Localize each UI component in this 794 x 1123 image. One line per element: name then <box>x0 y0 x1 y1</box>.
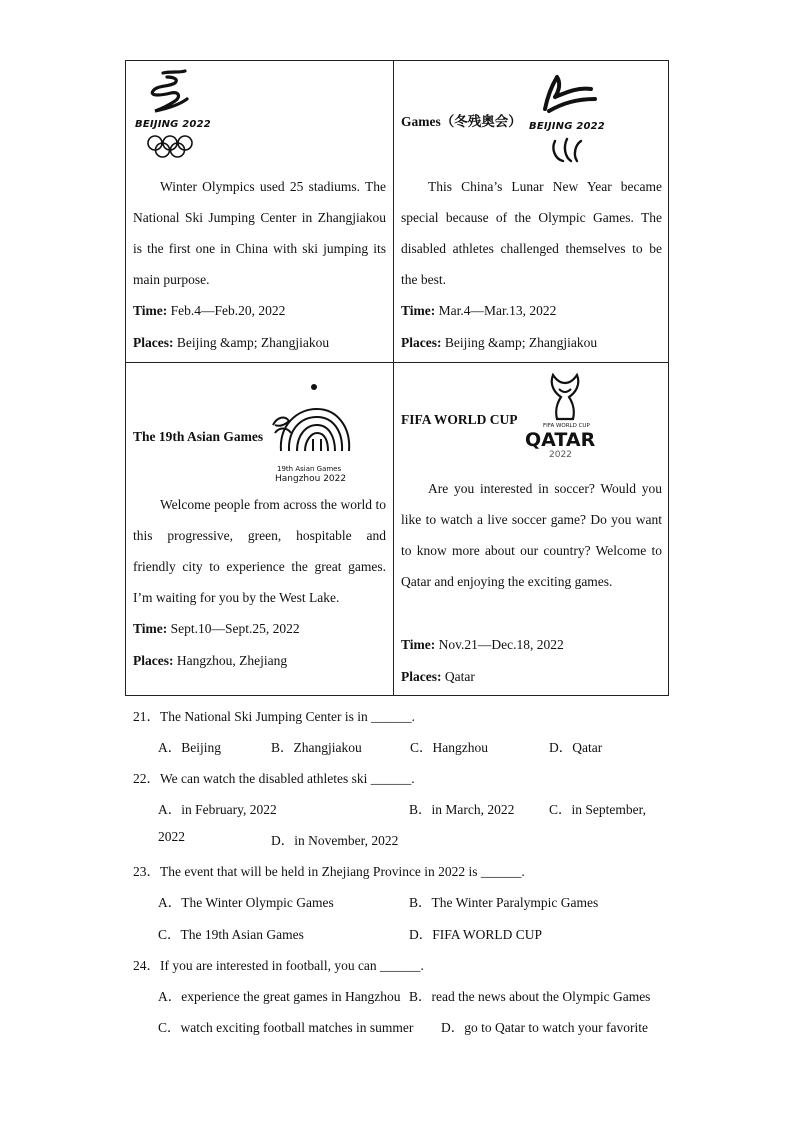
olympic-rings-icon <box>145 133 215 163</box>
option-d[interactable]: D．FIFA WORLD CUP <box>409 927 543 942</box>
places-label: Places: <box>133 335 174 350</box>
agitos-icon <box>549 135 589 165</box>
card-heading: FIFA WORLD CUP <box>401 412 518 427</box>
places-value: Beijing &amp; Zhangjiakou <box>444 335 598 350</box>
fifa-world-cup-caption: FIFA WORLD CUP <box>543 423 590 429</box>
question-stem: 21．The National Ski Jumping Center is in ______. <box>133 709 415 724</box>
time-label: Time: <box>401 637 436 652</box>
option-a[interactable]: A．The Winter Olympic Games <box>158 895 334 910</box>
option-b[interactable]: B．The Winter Paralympic Games <box>409 895 599 910</box>
places-value: Hangzhou, Zhejiang <box>176 653 288 668</box>
option-b[interactable]: B．read the news about the Olympic Games <box>409 989 651 1004</box>
card-body: Are you interested in soccer? Would you like to watch a live soccer game? Do you want to know more about our country? Welcome to Qatar and enjoying the exciting games. <box>401 481 662 589</box>
card-meta <box>133 613 386 677</box>
option-a[interactable]: A．Beijing <box>158 740 221 755</box>
time-value: Sept.10—Sept.25, 2022 <box>170 621 300 636</box>
asian-games-logo-city: Hangzhou 2022 <box>275 474 347 484</box>
option-c[interactable]: C．Hangzhou <box>410 740 488 755</box>
card-body: Welcome people from across the world to this progressive, green, hospitable and friendly city to experience the great games. I’m waiting for you by the West Lake. <box>133 497 386 605</box>
beijing-2022-paralympic-logo <box>525 69 605 132</box>
card-heading: Games（冬残奥会） <box>401 114 522 129</box>
option-d[interactable]: D．in November, 2022 <box>271 833 399 848</box>
question-stem: 24．If you are interested in football, you can ______. <box>133 958 424 973</box>
option-c-continued[interactable]: 2022 <box>158 829 185 844</box>
time-value: Feb.4—Feb.20, 2022 <box>170 303 286 318</box>
time-label: Time: <box>133 621 168 636</box>
qatar-logo-year: 2022 <box>549 450 572 460</box>
card-meta <box>401 295 662 359</box>
option-d[interactable]: D．Qatar <box>549 740 603 755</box>
time-label: Time: <box>133 303 168 318</box>
time-row <box>133 295 386 327</box>
option-a[interactable]: A．experience the great games in Hangzhou <box>158 989 401 1004</box>
beijing-2022-wordmark: BEIJING 2022 <box>135 119 211 130</box>
table-divider-vertical <box>393 61 394 695</box>
hangzhou-2022-logo <box>269 381 359 484</box>
option-c[interactable]: C．The 19th Asian Games <box>158 927 304 942</box>
time-value: Nov.21—Dec.18, 2022 <box>438 637 564 652</box>
winter-paralympics-emblem-icon <box>525 69 605 121</box>
card-meta <box>401 629 662 693</box>
card-heading: The 19th Asian Games <box>133 429 264 444</box>
option-a[interactable]: A．in February, 2022 <box>158 802 277 817</box>
places-value: Beijing &amp; Zhangjiakou <box>176 335 330 350</box>
card-body: This China’s Lunar New Year became special because of the Olympic Games. The disabled athletes challenged themselves to be the best. <box>401 179 662 287</box>
events-table <box>125 60 669 696</box>
time-value: Mar.4—Mar.13, 2022 <box>438 303 557 318</box>
places-row <box>133 645 386 677</box>
places-row <box>401 661 662 693</box>
world-cup-trophy-icon <box>545 371 585 421</box>
option-b[interactable]: B．Zhangjiakou <box>271 740 362 755</box>
places-row <box>133 327 386 359</box>
option-c[interactable]: C．in September, <box>549 802 646 817</box>
card-meta <box>133 295 386 359</box>
card-body: Winter Olympics used 25 stadiums. The National Ski Jumping Center in Zhangjiakou is the first one in China with ski jumping its main purpose. <box>133 179 386 287</box>
table-divider-horizontal <box>126 362 668 363</box>
places-label: Places: <box>401 669 442 684</box>
places-value: Qatar <box>444 669 475 684</box>
time-row <box>401 295 662 327</box>
option-d[interactable]: D．go to Qatar to watch your favorite <box>441 1020 648 1035</box>
places-label: Places: <box>133 653 174 668</box>
qatar-wordmark: QATAR <box>525 429 596 451</box>
option-b[interactable]: B．in March, 2022 <box>409 802 515 817</box>
question-stem: 22．We can watch the disabled athletes ski ______. <box>133 771 415 786</box>
places-row <box>401 327 662 359</box>
asian-games-emblem-icon <box>269 381 359 463</box>
time-row <box>133 613 386 645</box>
time-label: Time: <box>401 303 436 318</box>
beijing-2022-wordmark: BEIJING 2022 <box>529 121 605 132</box>
option-c[interactable]: C．watch exciting football matches in summer <box>158 1020 414 1035</box>
places-label: Places: <box>401 335 442 350</box>
beijing-2022-olympic-logo <box>135 69 211 130</box>
question-stem: 23．The event that will be held in Zhejiang Province in 2022 is ______. <box>133 864 525 879</box>
asian-games-logo-caption: 19th Asian Games <box>277 465 342 473</box>
time-row <box>401 629 662 661</box>
